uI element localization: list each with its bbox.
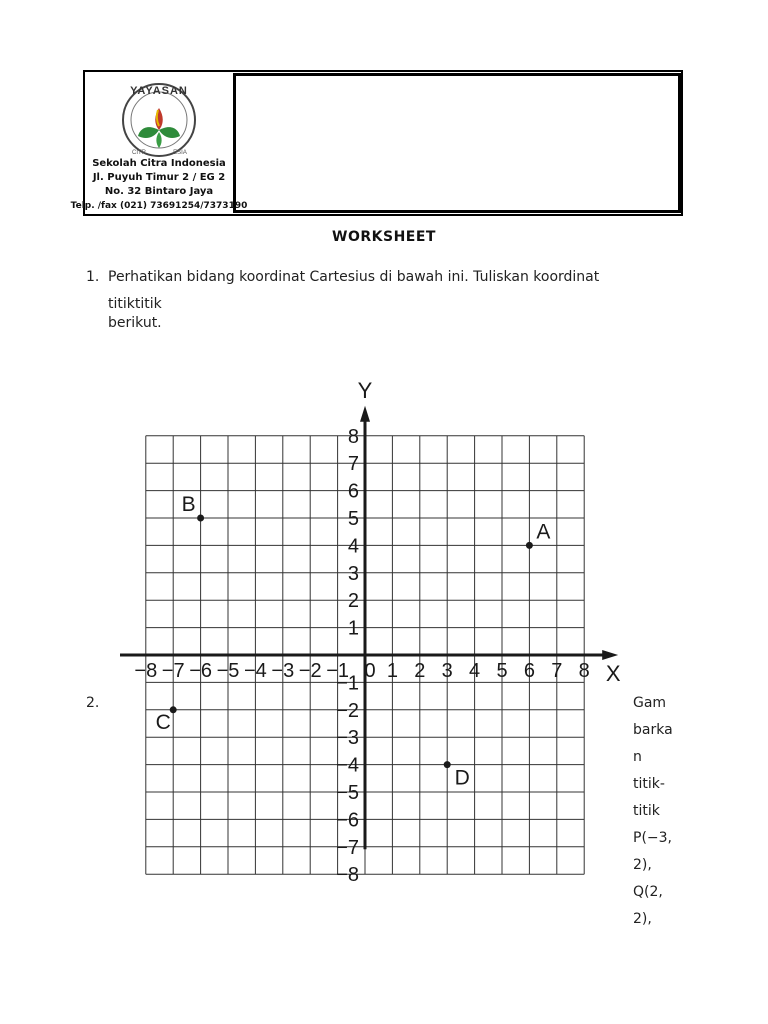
school-phone: Telp. /fax (021) 73691254/7373190 (70, 201, 248, 211)
y-tick-label: −2 (336, 699, 359, 722)
y-tick-label: −3 (336, 727, 359, 750)
y-tick-label: −7 (336, 836, 359, 859)
x-axis-arrow (602, 650, 618, 660)
point-label-b: B (181, 493, 196, 516)
y-tick-label: 1 (347, 617, 359, 640)
logo-lower-right: ESIA (173, 150, 187, 156)
y-tick-label: −1 (336, 672, 359, 695)
point-label-a: A (536, 520, 551, 544)
x-tick-label: −3 (271, 660, 295, 682)
x-tick-label: 1 (386, 660, 398, 682)
x-tick-label: 0 (364, 660, 376, 682)
question-2-line: titik- (633, 776, 665, 792)
point-b (197, 515, 204, 522)
school-street: Jl. Puyuh Timur 2 / EG 2 (92, 172, 226, 183)
point-a (526, 542, 533, 549)
school-name: Sekolah Citra Indonesia (92, 158, 226, 169)
y-tick-label: −6 (336, 809, 359, 832)
y-axis-label: Y (357, 377, 373, 403)
y-tick-label: −4 (336, 754, 359, 777)
logo-lower-left: CITR (132, 150, 146, 156)
question-2-line: 2), (633, 857, 652, 873)
y-tick-label: 8 (347, 425, 359, 448)
logo-ring-text: YAYASAN (130, 85, 188, 97)
question-2-line: Q(2, (633, 884, 663, 900)
x-tick-label: −7 (161, 660, 185, 682)
question-2-line: Gam (633, 695, 667, 711)
y-tick-label: 6 (347, 480, 359, 503)
worksheet-title: WORKSHEET (332, 229, 436, 245)
question-2-number: 2. (86, 695, 100, 711)
question-1-line-2: titiktitik (108, 296, 162, 312)
y-tick-label: 2 (347, 590, 359, 613)
y-tick-label: −5 (336, 782, 359, 804)
x-tick-label: 3 (441, 660, 453, 682)
question-2-line: 2), (633, 911, 652, 927)
question-1-line-1: Perhatikan bidang koordinat Cartesius di bawah ini. Tuliskan koordinat (108, 269, 600, 285)
school-area: No. 32 Bintaro Jaya (104, 186, 214, 197)
x-tick-label: −2 (298, 660, 322, 682)
x-tick-label: −1 (326, 660, 350, 682)
y-tick-label: 7 (347, 453, 359, 476)
y-tick-label: 4 (347, 535, 359, 558)
x-tick-label: 2 (414, 660, 426, 682)
question-1-line-3: berikut. (108, 315, 162, 331)
x-tick-label: −8 (134, 660, 158, 682)
point-label-d: D (454, 766, 470, 790)
point-label-c: C (155, 710, 171, 734)
question-2-line: P(−3, (633, 830, 672, 846)
point-d (444, 761, 451, 768)
x-tick-label: 7 (551, 660, 563, 682)
x-tick-label: 5 (496, 660, 508, 682)
x-tick-label: −6 (189, 660, 213, 682)
x-tick-label: 4 (469, 660, 481, 682)
question-2-line: barka (633, 722, 673, 738)
question-1-number: 1. (86, 269, 100, 285)
y-tick-label: 3 (347, 562, 359, 585)
y-axis-arrow (360, 406, 370, 422)
x-tick-label: 6 (523, 660, 535, 682)
y-tick-label: −8 (336, 864, 359, 887)
question-2-line: titik (633, 803, 660, 819)
y-tick-label: 5 (347, 508, 359, 530)
x-tick-label: −4 (243, 660, 267, 682)
x-tick-label: −5 (216, 660, 240, 682)
x-tick-label: 8 (578, 660, 590, 682)
question-2-line: n (633, 749, 642, 765)
x-axis-label: X (605, 661, 621, 686)
